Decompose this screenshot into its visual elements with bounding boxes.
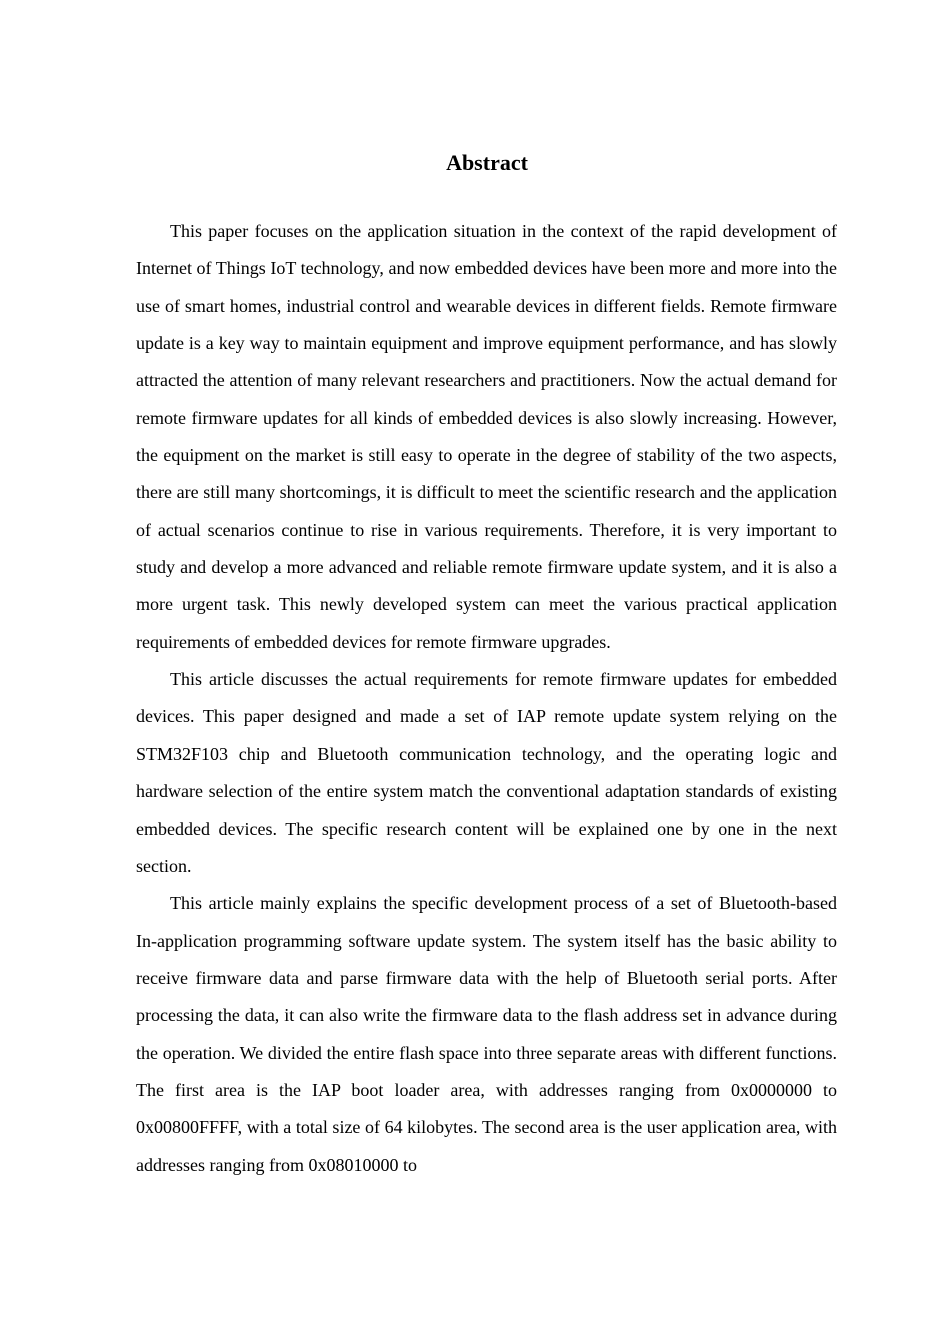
paragraph-2: This article discusses the actual requirements for remote firmware updates for embedded devices. This paper designed and made a set of IAP remote update system relying on the STM32F103 chip and Bluetooth communication technology, and the operating logic and hardware selection of the entire system match the conventional adaptation standards of existing embedded devices. The specific research content will be explained one by one in the next section. bbox=[136, 669, 837, 876]
paragraph-3: This article mainly explains the specific development process of a set of Bluetooth-based In-application programming software update system. The system itself has the basic ability to receive firmware data and parse firmware data with the help of Bluetooth serial ports. After processing the data, it can also write the firmware data to the flash address set in advance during the operation. We divided the entire flash space into three separate areas with different functions. The first area is the IAP boot loader area, with addresses ranging from 0x0000000 to 0x00800FFFF, with a total size of 64 kilobytes. The second area is the user application area, with addresses ranging from 0x08010000 to bbox=[136, 893, 837, 1175]
paragraph-1: This paper focuses on the application situation in the context of the rapid development of Internet of Things IoT technology, and now embedded devices have been more and more into the use of smart homes, industrial control and wearable devices in different fields. Remote firmware update is a key way to maintain equipment and improve equipment performance, and has slowly attracted the attention of many relevant researchers and practitioners. Now the actual demand for remote firmware updates for all kinds of embedded devices is also slowly increasing. However, the equipment on the market is still easy to operate in the degree of stability of the two aspects, there are still many shortcomings, it is difficult to meet the scientific research and the application of actual scenarios continue to rise in various requirements. Therefore, it is very important to study and develop a more advanced and reliable remote firmware update system, and it is also a more urgent task. This newly developed system can meet the various practical application requirements of embedded devices for remote firmware upgrades. bbox=[136, 221, 837, 652]
abstract-title: Abstract bbox=[446, 150, 528, 175]
abstract-body bbox=[136, 213, 837, 1184]
